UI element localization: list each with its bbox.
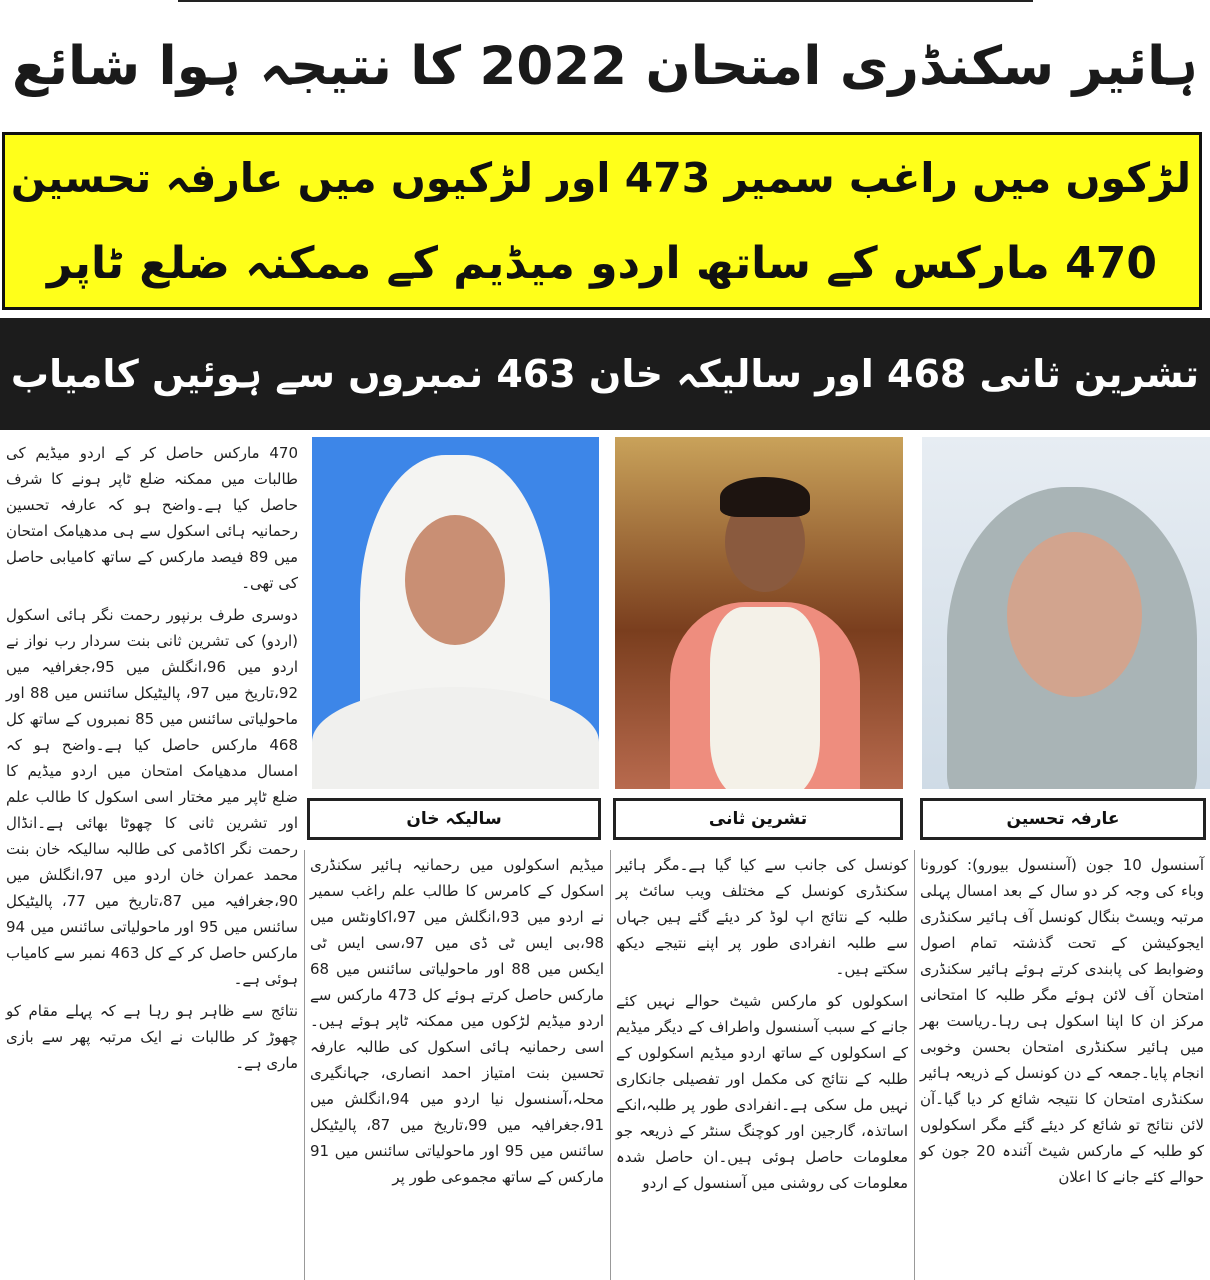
subheadline-line-2: 470 مارکس کے ساتھ اردو میڈیم کے ممکنہ ضلع ٹاپر [47, 238, 1157, 289]
caption-arifa-tehseen: عارفہ تحسین [920, 798, 1206, 840]
subheadline-box [2, 132, 1202, 310]
paragraph: کونسل کی جانب سے کیا گیا ہے۔مگر ہائیر سکنڈری کونسل کے مختلف ویب سائٹ پر طلبہ کے نتائج اپ لوڈ کر دیئے گئے ہیں جہاں سے طلبہ انفرادی طور پر اپنے نتیجے دیکھ سکتے ہیں۔ [616, 856, 908, 978]
headline: ہائیر سکنڈری امتحان 2022 کا نتیجہ ہوا شائع [11, 36, 1199, 97]
garment-shape [312, 687, 599, 789]
paragraph: میڈیم اسکولوں میں رحمانیہ ہائیر سکنڈری اسکول کے کامرس کا طالب علم راغب سمیر نے اردو میں 93،انگلش میں 97،اکاونٹس میں 98،بی ایس ٹی ڈی میں 97،سی ایس ٹی ایکس میں 88 اور ماحولیاتی سائنس میں 68 مارکس حاصل کرتے ہوئے کل 473 مارکس سے اردو میڈیم لڑکوں میں ممکنہ ٹاپر ہوئے ہیں۔اسی رحمانیہ ہائی اسکول کی طالبہ عارفہ تحسین بنت امتیاز احمد انصاری، جہانگیری محلہ،آسنسول نیا اردو میں 94،انگلش میں 91،جغرافیہ میں 99،تاریخ میں 87، پالیٹیکل سائنس میں 95 اور ماحولیاتی سائنس میں 91 مارکس کے ساتھ مجموعی طور پر [310, 856, 604, 1186]
caption-salika-khan: سالیکہ خان [307, 798, 601, 840]
column-divider [610, 850, 611, 1280]
face-shape [405, 515, 505, 645]
column-divider [914, 850, 915, 1280]
face-shape [1007, 532, 1142, 697]
paragraph: 470 مارکس حاصل کر کے اردو میڈیم کی طالبات میں ممکنہ ضلع ٹاپر ہونے کا شرف حاصل کیا ہے۔واضح ہو کہ عارفہ تحسین رحمانیہ ہائی اسکول سے ہی مدھیامک امتحان میں 89 فیصد مارکس کے ساتھ کامیابی حاصل کی تھی۔ [6, 444, 298, 592]
caption-tashreen-sani: تشرین ثانی [613, 798, 903, 840]
banner-headline: تشرین ثانی 468 اور سالیکہ خان 463 نمبروں سے ہوئیں کامیاب [0, 318, 1210, 430]
photo-tashreen-sani [615, 437, 903, 789]
article-column-2 [310, 852, 604, 1196]
paragraph: نتائج سے ظاہر ہو رہا ہے کہ پہلے مقام کو چھوڑ کر طالبات نے ایک مرتبہ پھر سے بازی ماری ہے۔ [6, 1002, 298, 1072]
article-column-3 [616, 852, 908, 1202]
photo-arifa-tehseen [922, 437, 1210, 789]
subheadline-line-1: لڑکوں میں راغب سمیر 473 اور لڑکیوں میں عارفہ تحسین [10, 154, 1191, 202]
article-column-4 [920, 852, 1204, 1196]
article-column-left [6, 440, 298, 1082]
paragraph: دوسری طرف برنپور رحمت نگر ہائی اسکول (اردو) کی تشرین ثانی بنت سردار رب نواز نے اردو میں 96،انگلش میں 95،جغرافیہ میں 92،تاریخ میں 97، پالیٹیکل سائنس میں 88 اور ماحولیاتی سائنس میں 85 نمبروں کے ساتھ کل 468 مارکس حاصل کیا ہے۔واضح ہو کہ امسال مدھیامک امتحان میں اردو میڈیم کا ضلع ٹاپر میر مختار اسی اسکول کا طالب علم اور تشرین ثانی کا چھوٹا بھائی ہے۔انڈال رحمت نگر اکاڈمی کی طالبہ سالیکہ خان بنت محمد عمران خان اردو میں 97،انگلش میں 90،جغرافیہ میں 87،تاریخ میں 77، پالیٹیکل سائنس میں 95 اور ماحولیاتی سائنس میں 94 مارکس حاصل کر کے کل 463 نمبر سے کامیاب ہوئی ہے۔ [6, 606, 299, 988]
scarf-shape [710, 607, 820, 789]
paragraph: اسکولوں کو مارکس شیٹ حوالے نہیں کئے جانے کے سبب آسنسول واطراف کے دیگر میڈیم کے اسکولوں کے ساتھ اردو میڈیم اسکولوں کے طلبہ کے نتائج کی مکمل اور تفصیلی جانکاری نہیں مل سکی ہے۔انفرادی طور پر طلبہ،انکے اساتذہ، گارجین اور کوچنگ سنٹر کے ذریعہ جو معلومات حاصل ہوئی ہیں۔ان حاصل شدہ معلومات کی روشنی میں آسنسول کے اردو [616, 992, 908, 1192]
hair-shape [720, 477, 810, 517]
photo-salika-khan [312, 437, 599, 789]
column-divider [304, 850, 305, 1280]
top-rule [178, 0, 1033, 2]
paragraph: آسنسول 10 جون (آسنسول بیورو): کورونا وباء کی وجہ کر دو سال کے بعد امسال پہلی مرتبہ ویسٹ بنگال کونسل آف ہائیر سکنڈری ایجوکیشن کے تحت گذشتہ تمام اصول وضوابط کی پابندی کرتے ہوئے ہائیر سکنڈری امتحان آف لائن ہوئے مگر طلبہ کا امتحانی مرکز ان کا اپنا اسکول ہی رہا۔ریاست بھر میں ہائیر سکنڈری امتحان بحسن وخوبی انجام پایا۔جمعہ کے دن کونسل کے ذریعہ ہائیر سکنڈری امتحان کا نتیجہ شائع کر دیا گیا۔آن لائن نتائج تو شائع کر دیئے گئے مگر اسکولوں کو طلبہ کے مارکس شیٹ آئندہ 20 جون کو حوالے کئے جانے کا اعلان [920, 856, 1204, 1186]
